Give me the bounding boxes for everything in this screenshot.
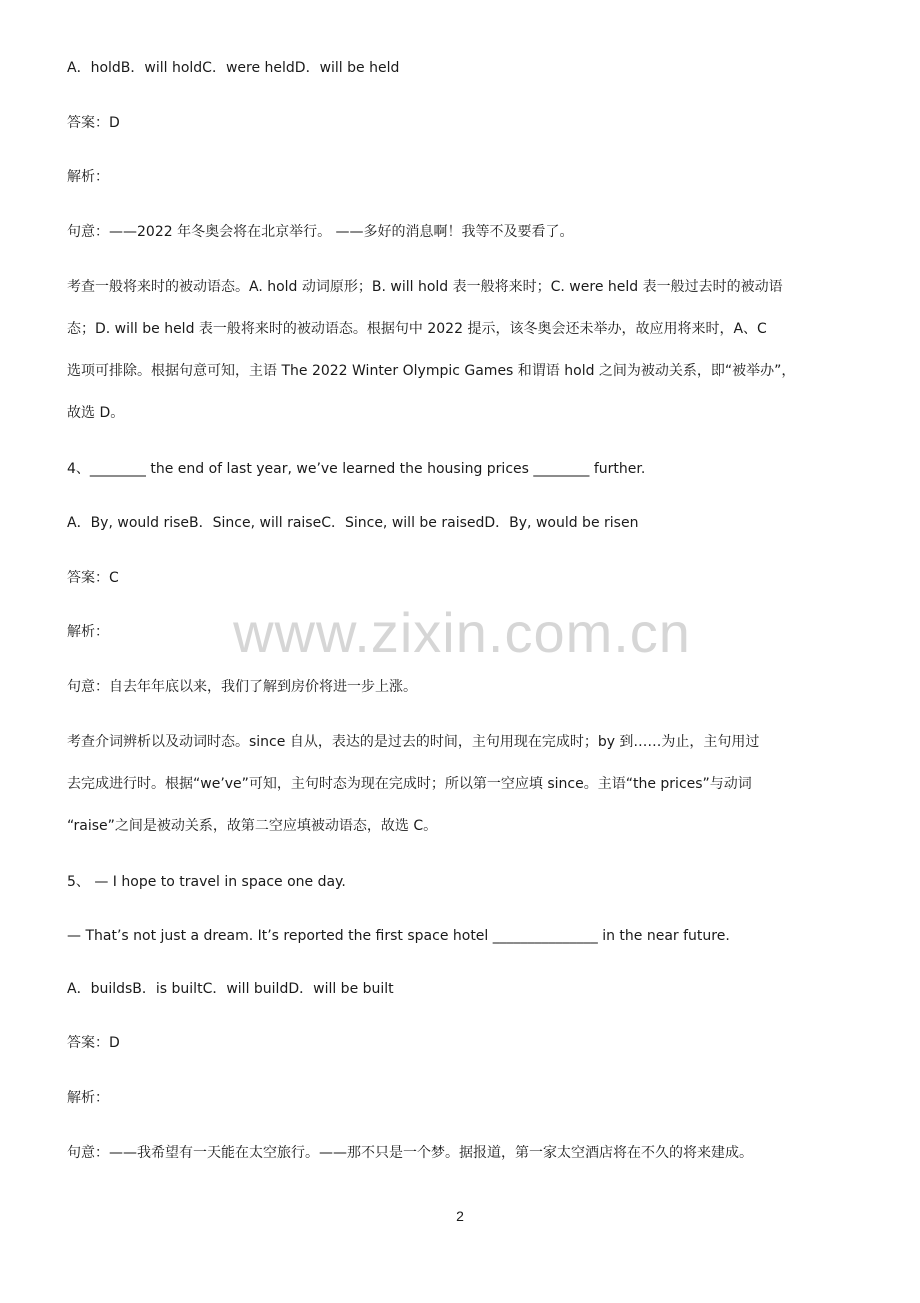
q5-question-line-1: 5、 — I hope to travel in space one day. xyxy=(67,874,346,890)
q4-translation: 句意：自去年年底以来，我们了解到房价将进一步上涨。 xyxy=(67,679,417,695)
q3-explanation-line-2: 态；D. will be held 表一般将来时的被动语态。根据句中 2022 提示，该冬奥会还未举办，故应用将来时，A、C xyxy=(67,321,767,337)
q4-analysis-label: 解析： xyxy=(67,624,109,640)
q4-explanation-line-2: 去完成进行时。根据“we’ve”可知，主句时态为现在完成时；所以第一空应填 since。主语“the prices”与动词 xyxy=(67,776,752,792)
q5-answer: 答案：D xyxy=(67,1035,120,1051)
q5-translation: 句意：——我希望有一天能在太空旅行。——那不只是一个梦。据报道，第一家太空酒店将在不久的将来建成。 xyxy=(67,1145,753,1161)
q4-answer: 答案：C xyxy=(67,570,119,586)
q4-explanation-line-1: 考查介词辨析以及动词时态。since 自从，表达的是过去的时间，主句用现在完成时；by 到……为止，主句用过 xyxy=(67,734,760,750)
q3-analysis-label: 解析： xyxy=(67,169,109,185)
page-number: 2 xyxy=(456,1208,464,1224)
q3-explanation-line-3: 选项可排除。根据句意可知，主语 The 2022 Winter Olympic Games 和谓语 hold 之间为被动关系，即“被举办”， xyxy=(67,363,796,379)
q3-answer: 答案：D xyxy=(67,115,120,131)
q3-explanation-line-4: 故选 D。 xyxy=(67,405,125,421)
q5-question-line-2: — That’s not just a dream. It’s reported the first space hotel _______________ in the near future. xyxy=(67,928,730,944)
q5-options: A．buildsB．is builtC．will buildD．will be built xyxy=(67,981,394,997)
q3-explanation-line-1: 考查一般将来时的被动语态。A. hold 动词原形；B. will hold 表一般将来时；C. were held 表一般过去时的被动语 xyxy=(67,279,783,295)
q3-options: A．holdB．will holdC．were heldD．will be held xyxy=(67,60,400,76)
q5-analysis-label: 解析： xyxy=(67,1090,109,1106)
q4-options: A．By, would riseB．Since, will raiseC．Since, will be raisedD．By, would be risen xyxy=(67,515,639,531)
q3-translation: 句意：——2022 年冬奥会将在北京举行。 ——多好的消息啊！我等不及要看了。 xyxy=(67,224,574,240)
watermark: www.zixin.com.cn xyxy=(233,601,691,664)
q4-question: 4、________ the end of last year, we’ve learned the housing prices ________ further. xyxy=(67,461,646,477)
q4-explanation-line-3: “raise”之间是被动关系，故第二空应填被动语态，故选 C。 xyxy=(67,818,438,834)
